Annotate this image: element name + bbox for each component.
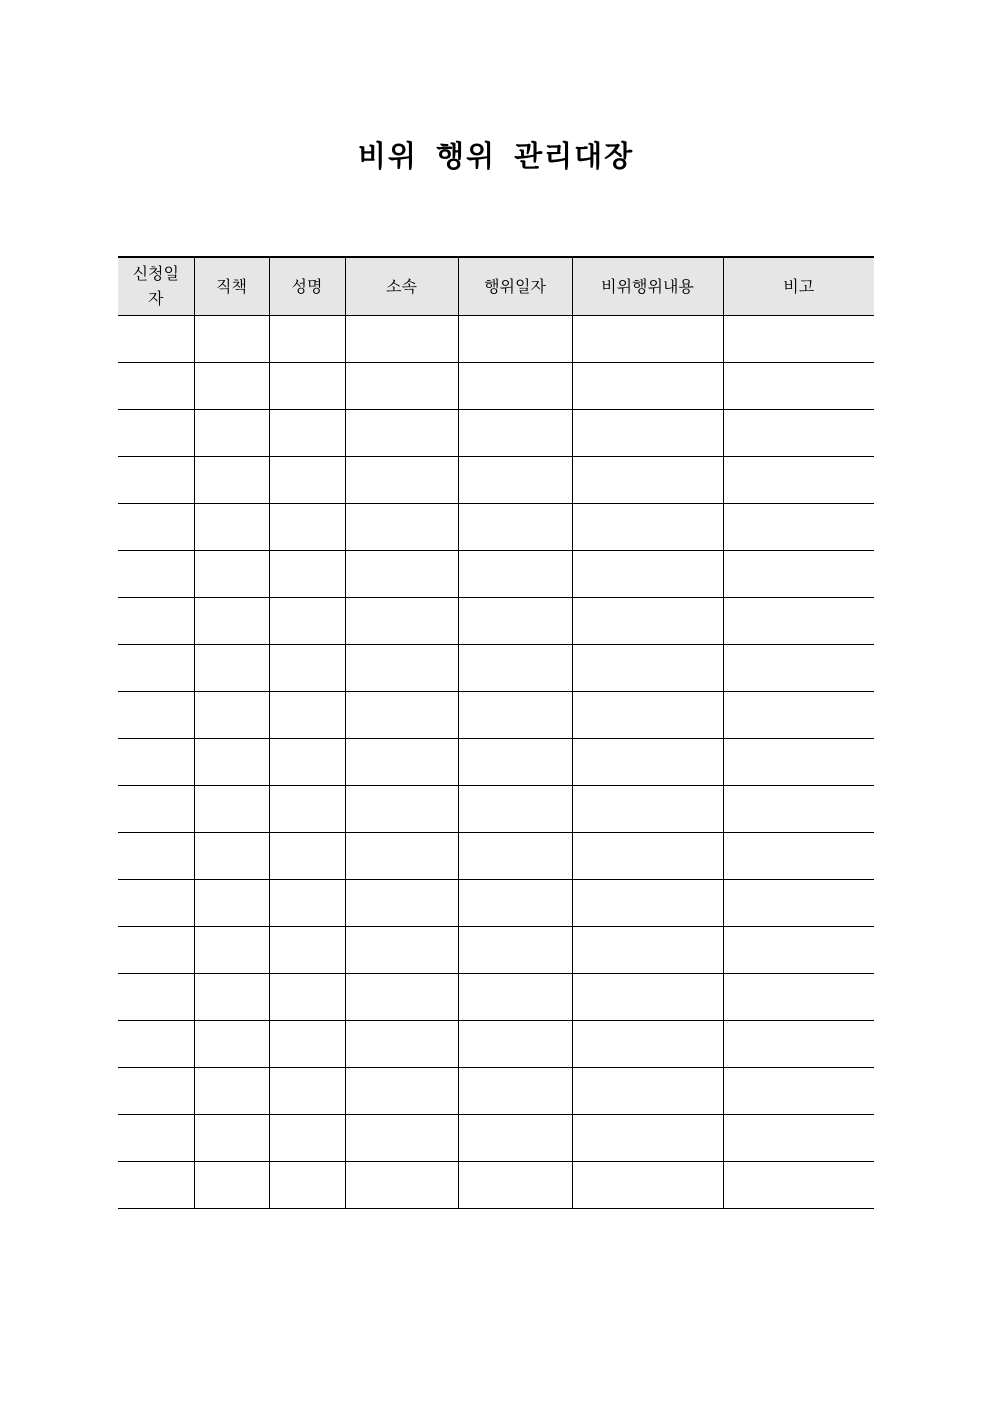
cell-misconduct-details[interactable]	[572, 409, 723, 456]
table-row	[118, 315, 874, 362]
cell-misconduct-details[interactable]	[572, 691, 723, 738]
cell-position[interactable]	[194, 785, 269, 832]
cell-remarks[interactable]	[723, 1020, 874, 1067]
cell-remarks[interactable]	[723, 597, 874, 644]
cell-request-date[interactable]	[118, 456, 194, 503]
header-misconduct-details: 비위행위내용	[572, 257, 723, 315]
cell-request-date[interactable]	[118, 1067, 194, 1114]
cell-position[interactable]	[194, 315, 269, 362]
cell-department[interactable]	[345, 879, 458, 926]
page-title: 비위 행위 관리대장	[357, 139, 635, 173]
cell-remarks[interactable]	[723, 409, 874, 456]
cell-position[interactable]	[194, 409, 269, 456]
header-request-date: 신청일자	[118, 257, 194, 315]
cell-department[interactable]	[345, 409, 458, 456]
cell-position[interactable]	[194, 973, 269, 1020]
cell-name[interactable]	[269, 1067, 345, 1114]
table-row	[118, 738, 874, 785]
cell-misconduct-details[interactable]	[572, 597, 723, 644]
cell-request-date[interactable]	[118, 550, 194, 597]
cell-remarks[interactable]	[723, 362, 874, 409]
cell-misconduct-details[interactable]	[572, 644, 723, 691]
cell-department[interactable]	[345, 926, 458, 973]
cell-act-date[interactable]	[458, 644, 572, 691]
cell-department[interactable]	[345, 973, 458, 1020]
misconduct-ledger-table	[118, 256, 874, 1209]
cell-misconduct-details[interactable]	[572, 738, 723, 785]
table-row	[118, 644, 874, 691]
cell-name[interactable]	[269, 597, 345, 644]
cell-department[interactable]	[345, 503, 458, 550]
cell-misconduct-details[interactable]	[572, 1114, 723, 1161]
table-row	[118, 550, 874, 597]
cell-act-date[interactable]	[458, 597, 572, 644]
cell-request-date[interactable]	[118, 362, 194, 409]
cell-request-date[interactable]	[118, 973, 194, 1020]
table-row	[118, 456, 874, 503]
cell-request-date[interactable]	[118, 503, 194, 550]
cell-department[interactable]	[345, 550, 458, 597]
table-row	[118, 1067, 874, 1114]
table-row	[118, 503, 874, 550]
cell-position[interactable]	[194, 879, 269, 926]
cell-position[interactable]	[194, 362, 269, 409]
cell-remarks[interactable]	[723, 1161, 874, 1208]
cell-department[interactable]	[345, 785, 458, 832]
table-row	[118, 362, 874, 409]
cell-name[interactable]	[269, 315, 345, 362]
cell-request-date[interactable]	[118, 1114, 194, 1161]
cell-misconduct-details[interactable]	[572, 879, 723, 926]
cell-act-date[interactable]	[458, 456, 572, 503]
cell-misconduct-details[interactable]	[572, 1161, 723, 1208]
cell-name[interactable]	[269, 362, 345, 409]
cell-remarks[interactable]	[723, 644, 874, 691]
cell-department[interactable]	[345, 644, 458, 691]
table-row	[118, 1114, 874, 1161]
cell-act-date[interactable]	[458, 691, 572, 738]
cell-misconduct-details[interactable]	[572, 832, 723, 879]
table-row	[118, 879, 874, 926]
cell-department[interactable]	[345, 738, 458, 785]
cell-name[interactable]	[269, 832, 345, 879]
cell-act-date[interactable]	[458, 1114, 572, 1161]
table-row	[118, 973, 874, 1020]
cell-department[interactable]	[345, 1161, 458, 1208]
cell-remarks[interactable]	[723, 926, 874, 973]
cell-remarks[interactable]	[723, 1067, 874, 1114]
cell-act-date[interactable]	[458, 362, 572, 409]
cell-act-date[interactable]	[458, 409, 572, 456]
table-row	[118, 409, 874, 456]
cell-act-date[interactable]	[458, 1161, 572, 1208]
cell-request-date[interactable]	[118, 644, 194, 691]
cell-request-date[interactable]	[118, 691, 194, 738]
cell-department[interactable]	[345, 315, 458, 362]
cell-request-date[interactable]	[118, 926, 194, 973]
cell-position[interactable]	[194, 691, 269, 738]
table-row	[118, 926, 874, 973]
cell-misconduct-details[interactable]	[572, 785, 723, 832]
cell-request-date[interactable]	[118, 785, 194, 832]
cell-position[interactable]	[194, 1114, 269, 1161]
cell-name[interactable]	[269, 785, 345, 832]
cell-name[interactable]	[269, 879, 345, 926]
cell-act-date[interactable]	[458, 503, 572, 550]
cell-request-date[interactable]	[118, 879, 194, 926]
cell-misconduct-details[interactable]	[572, 1067, 723, 1114]
cell-act-date[interactable]	[458, 973, 572, 1020]
cell-act-date[interactable]	[458, 1020, 572, 1067]
table-body	[118, 315, 874, 1208]
cell-department[interactable]	[345, 597, 458, 644]
cell-position[interactable]	[194, 456, 269, 503]
cell-department[interactable]	[345, 1067, 458, 1114]
cell-misconduct-details[interactable]	[572, 1020, 723, 1067]
cell-act-date[interactable]	[458, 550, 572, 597]
cell-name[interactable]	[269, 738, 345, 785]
cell-act-date[interactable]	[458, 315, 572, 362]
cell-name[interactable]	[269, 644, 345, 691]
cell-position[interactable]	[194, 1067, 269, 1114]
cell-remarks[interactable]	[723, 738, 874, 785]
cell-name[interactable]	[269, 1161, 345, 1208]
cell-name[interactable]	[269, 691, 345, 738]
table-header-row	[118, 257, 874, 315]
cell-misconduct-details[interactable]	[572, 315, 723, 362]
table-row	[118, 832, 874, 879]
cell-remarks[interactable]	[723, 1114, 874, 1161]
cell-position[interactable]	[194, 503, 269, 550]
cell-name[interactable]	[269, 1020, 345, 1067]
cell-misconduct-details[interactable]	[572, 362, 723, 409]
cell-remarks[interactable]	[723, 691, 874, 738]
header-name: 성명	[269, 257, 345, 315]
table-row	[118, 597, 874, 644]
cell-department[interactable]	[345, 362, 458, 409]
cell-misconduct-details[interactable]	[572, 926, 723, 973]
cell-position[interactable]	[194, 597, 269, 644]
header-department: 소속	[345, 257, 458, 315]
cell-position[interactable]	[194, 1161, 269, 1208]
cell-position[interactable]	[194, 926, 269, 973]
cell-position[interactable]	[194, 644, 269, 691]
cell-remarks[interactable]	[723, 785, 874, 832]
cell-name[interactable]	[269, 409, 345, 456]
cell-department[interactable]	[345, 832, 458, 879]
cell-misconduct-details[interactable]	[572, 550, 723, 597]
cell-department[interactable]	[345, 456, 458, 503]
cell-position[interactable]	[194, 738, 269, 785]
header-position: 직책	[194, 257, 269, 315]
cell-misconduct-details[interactable]	[572, 973, 723, 1020]
cell-request-date[interactable]	[118, 832, 194, 879]
cell-position[interactable]	[194, 1020, 269, 1067]
header-act-date: 행위일자	[458, 257, 572, 315]
cell-request-date[interactable]	[118, 597, 194, 644]
cell-act-date[interactable]	[458, 738, 572, 785]
cell-request-date[interactable]	[118, 1020, 194, 1067]
cell-remarks[interactable]	[723, 456, 874, 503]
cell-name[interactable]	[269, 926, 345, 973]
cell-misconduct-details[interactable]	[572, 503, 723, 550]
cell-request-date[interactable]	[118, 738, 194, 785]
cell-name[interactable]	[269, 1114, 345, 1161]
cell-remarks[interactable]	[723, 550, 874, 597]
cell-request-date[interactable]	[118, 409, 194, 456]
cell-name[interactable]	[269, 456, 345, 503]
cell-act-date[interactable]	[458, 879, 572, 926]
cell-position[interactable]	[194, 832, 269, 879]
cell-remarks[interactable]	[723, 503, 874, 550]
cell-name[interactable]	[269, 503, 345, 550]
cell-department[interactable]	[345, 691, 458, 738]
cell-remarks[interactable]	[723, 973, 874, 1020]
cell-request-date[interactable]	[118, 315, 194, 362]
cell-remarks[interactable]	[723, 315, 874, 362]
cell-request-date[interactable]	[118, 1161, 194, 1208]
cell-name[interactable]	[269, 973, 345, 1020]
cell-remarks[interactable]	[723, 879, 874, 926]
cell-act-date[interactable]	[458, 832, 572, 879]
table-row	[118, 1020, 874, 1067]
cell-department[interactable]	[345, 1020, 458, 1067]
cell-act-date[interactable]	[458, 785, 572, 832]
cell-name[interactable]	[269, 550, 345, 597]
cell-remarks[interactable]	[723, 832, 874, 879]
header-remarks: 비고	[723, 257, 874, 315]
table-row	[118, 691, 874, 738]
cell-position[interactable]	[194, 550, 269, 597]
cell-act-date[interactable]	[458, 1067, 572, 1114]
cell-department[interactable]	[345, 1114, 458, 1161]
cell-misconduct-details[interactable]	[572, 456, 723, 503]
cell-act-date[interactable]	[458, 926, 572, 973]
table-row	[118, 785, 874, 832]
table-row	[118, 1161, 874, 1208]
